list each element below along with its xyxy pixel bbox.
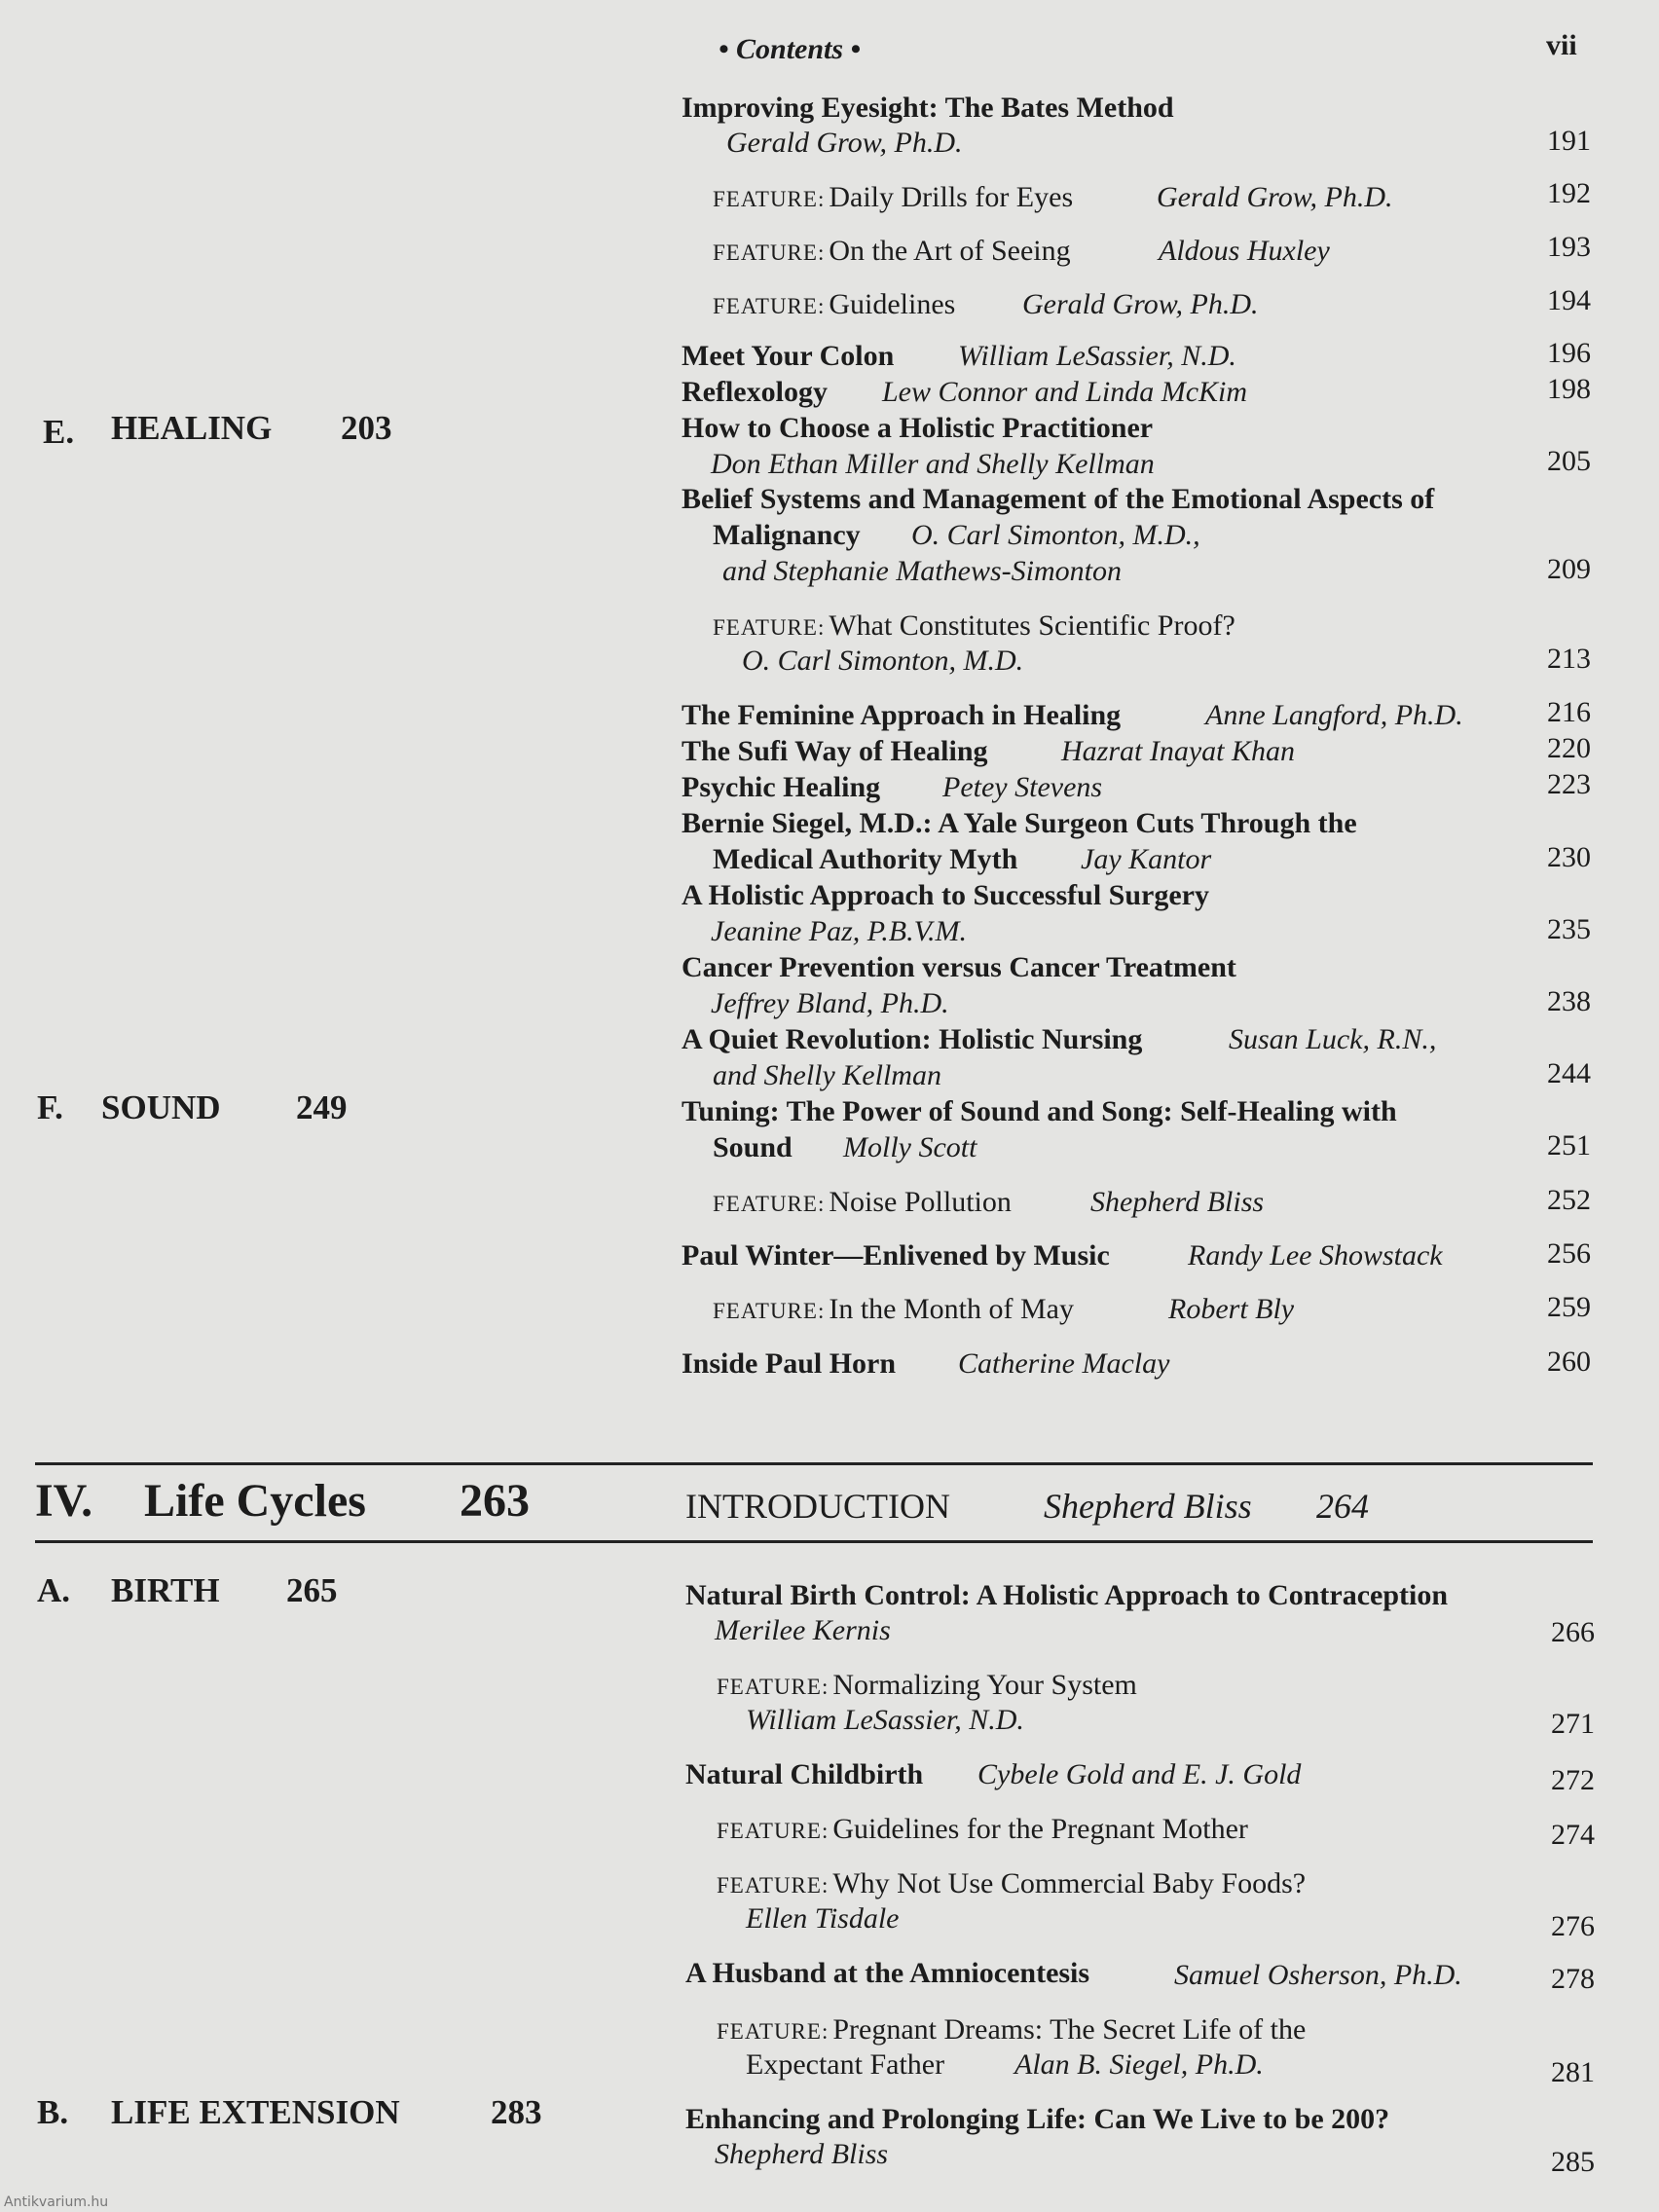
entry-page: 216 <box>1547 696 1591 728</box>
entry-page: 194 <box>1547 284 1591 316</box>
entry-title-continued: Malignancy <box>713 519 861 551</box>
entry-page: 271 <box>1551 1708 1595 1740</box>
entry-title: A Husband at the Amniocentesis <box>685 1957 1090 1989</box>
entry-page: 285 <box>1551 2146 1595 2178</box>
entry-author: Lew Connor and Linda McKim <box>882 376 1248 408</box>
feature-title: Pregnant Dreams: The Secret Life of the <box>832 2013 1307 2046</box>
divider-rule <box>35 1540 1593 1543</box>
entry-page: 193 <box>1547 231 1591 263</box>
feature-entry <box>717 1867 1306 1900</box>
feature-entry <box>717 1669 1137 1702</box>
entry-title: Tuning: The Power of Sound and Song: Self-Healing with <box>682 1095 1397 1127</box>
section-label-e: E. <box>43 413 75 451</box>
feature-label: FEATURE: <box>713 615 826 640</box>
feature-title: Noise Pollution <box>829 1186 1012 1218</box>
entry-page: 196 <box>1547 337 1591 369</box>
entry-page: 213 <box>1547 643 1591 675</box>
feature-title: What Constitutes Scientific Proof? <box>829 609 1235 642</box>
feature-title: In the Month of May <box>829 1293 1074 1325</box>
entry-author: Molly Scott <box>843 1131 977 1163</box>
entry-page: 272 <box>1551 1764 1595 1796</box>
entry-author: Susan Luck, R.N., <box>1229 1023 1437 1055</box>
entry-title: The Sufi Way of Healing <box>682 735 988 767</box>
section-title-sound: SOUND <box>101 1088 221 1126</box>
feature-entry <box>713 609 1235 643</box>
entry-page: 220 <box>1547 732 1591 764</box>
entry-page: 223 <box>1547 768 1591 800</box>
feature-entry <box>713 288 955 321</box>
feature-label: FEATURE: <box>717 1819 830 1843</box>
introduction-author: Shepherd Bliss <box>1044 1487 1252 1526</box>
watermark: Antikvarium.hu <box>4 2194 109 2210</box>
entry-title: The Feminine Approach in Healing <box>682 699 1122 731</box>
running-header-title: • Contents • <box>719 33 862 65</box>
feature-title-continued: Expectant Father <box>746 2048 945 2081</box>
entry-page: 205 <box>1547 445 1591 477</box>
entry-author: Shepherd Bliss <box>715 2138 889 2170</box>
entry-page: 198 <box>1547 373 1591 405</box>
entry-page: 191 <box>1547 125 1591 157</box>
entry-author: William LeSassier, N.D. <box>958 340 1236 372</box>
entry-author: Ellen Tisdale <box>746 1902 900 1935</box>
entry-page: 230 <box>1547 841 1591 873</box>
feature-entry <box>717 1813 1248 1846</box>
entry-page: 281 <box>1551 2056 1595 2088</box>
section-label-b: B. <box>37 2093 69 2131</box>
entry-page: 209 <box>1547 553 1591 585</box>
entry-title-continued: Sound <box>713 1131 793 1163</box>
part-page: 263 <box>460 1475 530 1527</box>
entry-page: 235 <box>1547 913 1591 945</box>
feature-entry <box>713 235 1071 268</box>
entry-page: 274 <box>1551 1819 1595 1851</box>
feature-label: FEATURE: <box>713 187 826 211</box>
feature-title: Guidelines <box>829 288 956 320</box>
part-numeral: IV. <box>35 1475 93 1527</box>
entry-page: 251 <box>1547 1129 1591 1161</box>
page-number: vii <box>1546 29 1577 61</box>
entry-title: Meet Your Colon <box>682 340 895 372</box>
entry-author: Hazrat Inayat Khan <box>1061 735 1295 767</box>
entry-author: Gerald Grow, Ph.D. <box>1022 288 1259 320</box>
feature-entry <box>713 1186 1012 1219</box>
feature-title: Daily Drills for Eyes <box>829 181 1074 213</box>
entry-author: O. Carl Simonton, M.D., <box>911 519 1200 551</box>
entry-title: Belief Systems and Management of the Emotional Aspects of <box>682 483 1435 515</box>
section-page-birth: 265 <box>286 1571 338 1609</box>
entry-title: Psychic Healing <box>682 771 881 803</box>
entry-page: 266 <box>1551 1616 1595 1648</box>
section-label-f: F. <box>37 1088 63 1126</box>
section-title-healing: HEALING <box>111 409 273 447</box>
feature-label: FEATURE: <box>713 240 826 265</box>
entry-author: Gerald Grow, Ph.D. <box>726 127 963 159</box>
entry-title: Inside Paul Horn <box>682 1347 897 1380</box>
entry-title: Cancer Prevention versus Cancer Treatment <box>682 951 1236 983</box>
entry-page: 256 <box>1547 1237 1591 1270</box>
introduction-label: INTRODUCTION <box>685 1487 950 1526</box>
feature-title: Why Not Use Commercial Baby Foods? <box>832 1867 1307 1899</box>
entry-title: A Quiet Revolution: Holistic Nursing <box>682 1023 1143 1055</box>
entry-title-continued: Medical Authority Myth <box>713 843 1018 875</box>
entry-title: Improving Eyesight: The Bates Method <box>682 92 1174 124</box>
entry-author: Samuel Osherson, Ph.D. <box>1174 1959 1462 1991</box>
feature-label: FEATURE: <box>717 1873 830 1898</box>
entry-page: 278 <box>1551 1963 1595 1995</box>
entry-page: 238 <box>1547 985 1591 1017</box>
entry-author: Catherine Maclay <box>958 1347 1170 1380</box>
feature-title: On the Art of Seeing <box>829 235 1071 267</box>
entry-page: 260 <box>1547 1346 1591 1378</box>
section-page-healing: 203 <box>341 409 392 447</box>
feature-label: FEATURE: <box>713 1299 826 1323</box>
entry-page: 192 <box>1547 177 1591 209</box>
section-page-sound: 249 <box>296 1088 348 1126</box>
divider-rule <box>35 1462 1593 1465</box>
entry-title: How to Choose a Holistic Practitioner <box>682 412 1154 444</box>
feature-label: FEATURE: <box>717 1675 830 1699</box>
section-title-life-extension: LIFE EXTENSION <box>111 2093 400 2131</box>
entry-author: William LeSassier, N.D. <box>746 1704 1024 1736</box>
entry-page: 259 <box>1547 1291 1591 1323</box>
entry-author: Cybele Gold and E. J. Gold <box>977 1758 1302 1790</box>
entry-author: Jeanine Paz, P.B.V.M. <box>711 915 968 947</box>
entry-page: 252 <box>1547 1184 1591 1216</box>
section-label-a: A. <box>37 1571 71 1609</box>
feature-label: FEATURE: <box>713 1192 826 1216</box>
introduction-page: 264 <box>1316 1487 1369 1526</box>
entry-author: Don Ethan Miller and Shelly Kellman <box>711 448 1155 480</box>
entry-author: Alan B. Siegel, Ph.D. <box>1014 2048 1264 2081</box>
entry-title: Paul Winter—Enlivened by Music <box>682 1239 1110 1272</box>
entry-author: Randy Lee Showstack <box>1188 1239 1443 1272</box>
entry-author: Petey Stevens <box>942 771 1103 803</box>
entry-title: Reflexology <box>682 376 828 408</box>
section-title-birth: BIRTH <box>111 1571 220 1609</box>
entry-page: 244 <box>1547 1057 1591 1089</box>
entry-author-continued: and Shelly Kellman <box>713 1059 941 1091</box>
part-title: Life Cycles <box>144 1475 366 1527</box>
feature-entry <box>717 2013 1306 2046</box>
entry-author: Robert Bly <box>1168 1293 1295 1325</box>
entry-author: Merilee Kernis <box>715 1614 891 1646</box>
entry-author: Aldous Huxley <box>1159 235 1330 267</box>
feature-label: FEATURE: <box>717 2019 830 2044</box>
section-page-life-extension: 283 <box>491 2093 542 2131</box>
entry-author: O. Carl Simonton, M.D. <box>742 645 1024 677</box>
entry-title: Natural Birth Control: A Holistic Approach to Contraception <box>685 1579 1449 1611</box>
feature-title: Normalizing Your System <box>832 1669 1137 1701</box>
entry-author-continued: and Stephanie Mathews-Simonton <box>722 555 1122 587</box>
entry-author: Anne Langford, Ph.D. <box>1205 699 1463 731</box>
entry-author: Jay Kantor <box>1081 843 1212 875</box>
entry-title: Bernie Siegel, M.D.: A Yale Surgeon Cuts Through the <box>682 807 1357 839</box>
entry-author: Shepherd Bliss <box>1090 1186 1265 1218</box>
feature-label: FEATURE: <box>713 294 826 318</box>
entry-page: 276 <box>1551 1910 1595 1942</box>
entry-title: Natural Childbirth <box>685 1758 924 1790</box>
feature-title: Guidelines for the Pregnant Mother <box>832 1813 1248 1845</box>
entry-author: Jeffrey Bland, Ph.D. <box>711 987 949 1019</box>
entry-author: Gerald Grow, Ph.D. <box>1157 181 1393 213</box>
entry-title: A Holistic Approach to Successful Surgery <box>682 879 1209 911</box>
feature-entry <box>713 181 1073 214</box>
feature-entry <box>713 1293 1074 1326</box>
entry-title: Enhancing and Prolonging Life: Can We Live to be 200? <box>685 2103 1390 2135</box>
